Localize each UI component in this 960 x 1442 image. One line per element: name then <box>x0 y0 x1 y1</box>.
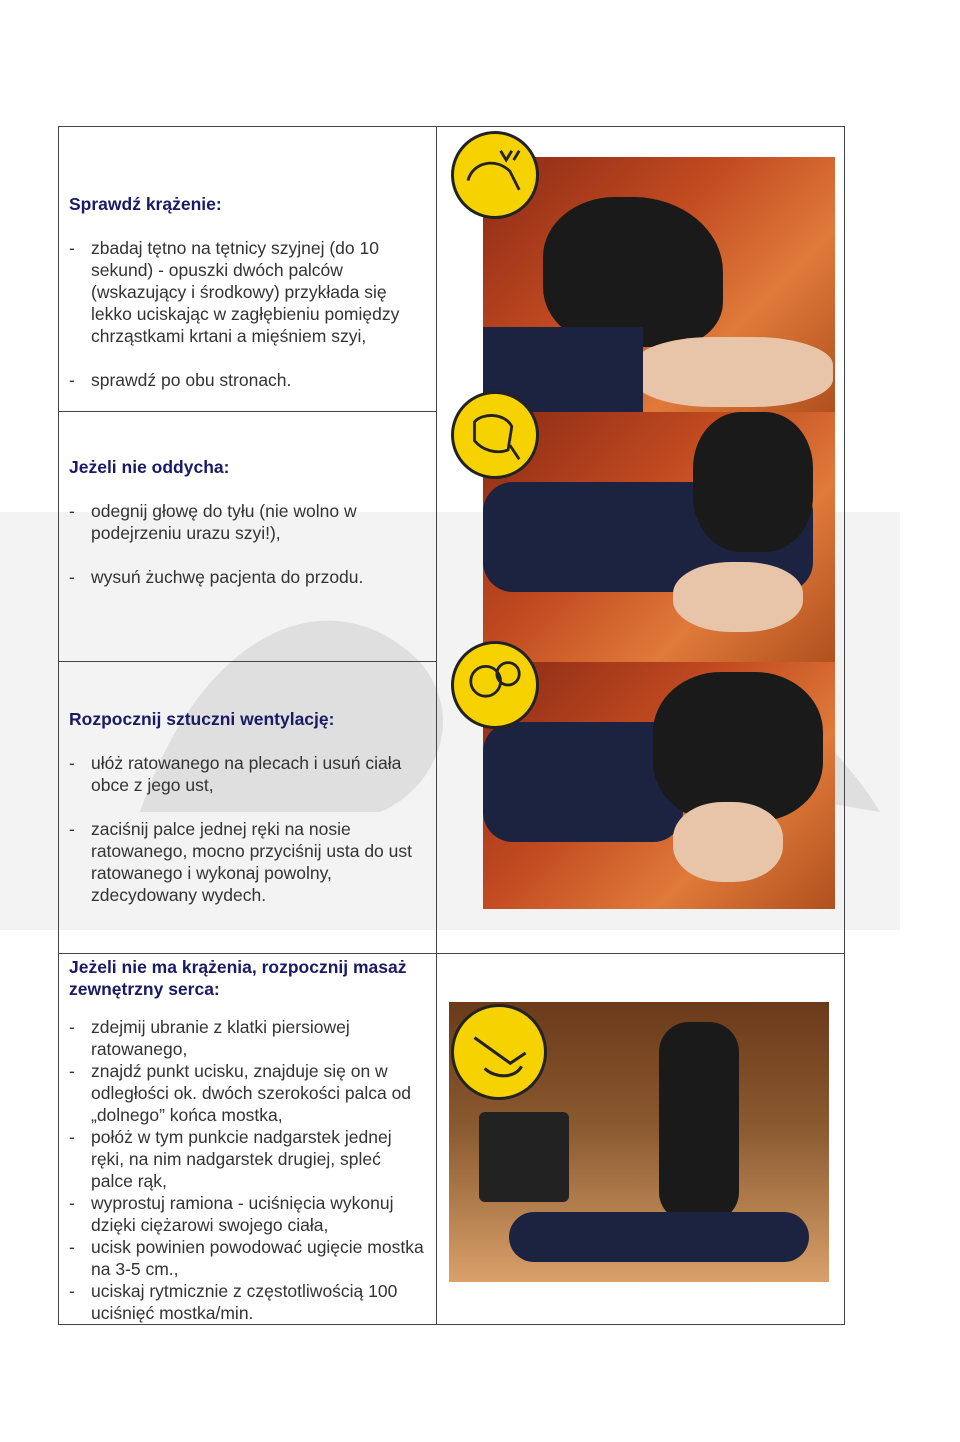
instruction-item: - ułóż ratowanego na plecach i usuń ciała obce z jego ust, <box>69 752 426 796</box>
pulse-check-icon <box>451 131 539 219</box>
instruction-list <box>69 752 426 906</box>
section-circulation-check <box>59 127 437 412</box>
instruction-item: - ucisk powinien powodować ugięcie mostka na 3-5 cm., <box>69 1236 426 1280</box>
section-heading: Jeżeli nie oddycha: <box>69 457 230 477</box>
instruction-item: - znajdź punkt ucisku, znajduje się on w odległości ok. dwóch szerokości palca od „dolnego” końca mostka, <box>69 1060 426 1126</box>
section-heading: Sprawdź krążenie: <box>69 194 222 214</box>
section-cpr <box>59 954 437 1325</box>
instruction-item: - zbadaj tętno na tętnicy szyjnej (do 10 sekund) - opuszki dwóch palców (wskazujący i środkowy) przykłada się lekko uciskając w zagłębieniu pomiędzy chrząstkami krtani a mięśniem szyi, <box>69 237 426 347</box>
instruction-item: - uciskaj rytmicznie z częstotliwością 100 uciśnięć mostka/min. <box>69 1280 426 1324</box>
instruction-list <box>69 237 426 391</box>
instruction-item: - wyprostuj ramiona - uciśnięcia wykonuj dzięki ciężarowi swojego ciała, <box>69 1192 426 1236</box>
head-tilt-icon <box>451 391 539 479</box>
instruction-item: - zdejmij ubranie z klatki piersiowej ratowanego, <box>69 1016 426 1060</box>
instruction-item: - połóż w tym punkcie nadgarstek jednej ręki, na nim nadgarstek drugiej, spleć palce rąk, <box>69 1126 426 1192</box>
section-breathing <box>59 412 437 662</box>
photo-column-upper <box>437 127 845 954</box>
rescue-breath-icon <box>451 641 539 729</box>
section-heading: Rozpocznij sztuczni wentylację: <box>69 709 335 729</box>
instruction-item: - zaciśnij palce jednej ręki na nosie ratowanego, mocno przyciśnij usta do ust ratowanego i wykonaj powolny, zdecydowany wydech. <box>69 818 426 906</box>
section-heading: Jeżeli nie ma krążenia, rozpocznij masaż zewnętrzny serca: <box>69 957 407 999</box>
first-aid-table <box>58 126 845 1325</box>
chest-compression-icon <box>451 1004 547 1100</box>
photo-column-lower <box>437 954 845 1325</box>
instruction-list <box>69 500 426 588</box>
instruction-item: - odegnij głowę do tyłu (nie wolno w podejrzeniu urazu szyi!), <box>69 500 426 544</box>
instruction-item: - wysuń żuchwę pacjenta do przodu. <box>69 566 426 588</box>
instruction-list <box>69 1016 426 1324</box>
instruction-item: - sprawdź po obu stronach. <box>69 369 426 391</box>
section-ventilation <box>59 662 437 954</box>
